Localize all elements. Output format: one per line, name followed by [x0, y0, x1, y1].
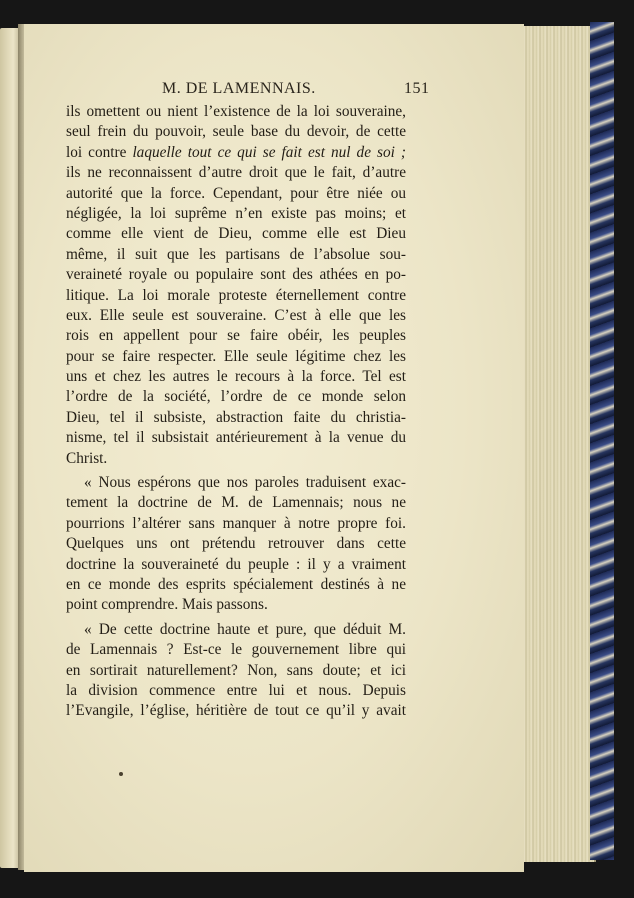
text-line-roman: loi contre: [66, 143, 133, 161]
text-line: pour se faire respecter. Elle seule légitime chez les: [66, 347, 406, 365]
text-line: en sortirait naturellement? Non, sans doute; et ici: [66, 661, 406, 679]
text-line: « Nous espérons que nos paroles traduisent exac-: [84, 474, 406, 492]
text-line: doctrine la souveraineté du peuple : il y a vraiment: [66, 555, 406, 573]
text-line: uns et chez les autres le recours à la force. Tel est: [66, 368, 406, 386]
text-line: négligée, la loi suprême n’en existe pas moins; et: [66, 204, 406, 222]
text-line: nisme, tel il subsistait antérieurement à la venue du: [66, 429, 406, 447]
text-line: seul frein du pouvoir, seule base du devoir, de cette: [66, 123, 406, 141]
text-line: point comprendre. Mais passons.: [66, 596, 268, 614]
body-text: [66, 102, 406, 722]
text-line: [66, 143, 406, 163]
text-line: veraineté royale ou populaire sont des athées en po-: [66, 266, 406, 284]
text-line: Dieu, tel il subsiste, abstraction faite du christia-: [66, 408, 406, 426]
text-line: même, il suit que les partisans de l’absolue sou-: [66, 245, 406, 263]
text-line: ils ne reconnaissent d’autre droit que le fait, d’autre: [66, 164, 406, 182]
page-number: 151: [404, 80, 430, 97]
text-line: Quelques uns ont prétendu retrouver dans cette: [66, 535, 406, 553]
text-line: rois en appellent pour se faire obéir, les peuples: [66, 327, 406, 345]
text-line: pourrions l’altérer sans manquer à notre propre foi.: [66, 514, 406, 532]
text-line: « De cette doctrine haute et pure, que déduit M.: [84, 620, 406, 638]
text-line: ils omettent ou nient l’existence de la loi souveraine,: [66, 103, 406, 120]
italic-quotation: laquelle tout ce qui se fait est nul de soi ;: [132, 143, 406, 161]
text-line: Christ.: [66, 449, 108, 467]
marbled-cover: [590, 22, 614, 860]
paragraph-3: [66, 620, 406, 722]
text-line: autorité que la force. Cependant, pour être niée ou: [66, 184, 406, 202]
paragraph-2: [66, 473, 406, 616]
ink-speck: [119, 772, 123, 776]
text-line: de Lamennais ? Est-ce le gouvernement libre qui: [66, 641, 406, 659]
text-line: eux. Elle seule est souveraine. C’est à elle que les: [66, 306, 406, 324]
text-line: tement la doctrine de M. de Lamennais; nous ne: [66, 494, 406, 512]
text-line: l’Evangile, l’église, héritière de tout ce qu’il y avait: [66, 702, 406, 720]
text-line: en ce monde des esprits spécialement destinés à ne: [66, 575, 406, 593]
text-line: comme elle vient de Dieu, comme elle est Dieu: [66, 225, 406, 243]
text-line: la division commence entre lui et nous. Depuis: [66, 681, 406, 699]
text-line: l’ordre de la société, l’ordre de ce monde selon: [66, 388, 406, 406]
page-block-edges: [514, 26, 596, 862]
text-line: litique. La loi morale proteste éternellement contre: [66, 286, 406, 304]
paragraph-1: [66, 102, 406, 469]
running-head: M. DE LAMENNAIS.: [162, 80, 316, 97]
